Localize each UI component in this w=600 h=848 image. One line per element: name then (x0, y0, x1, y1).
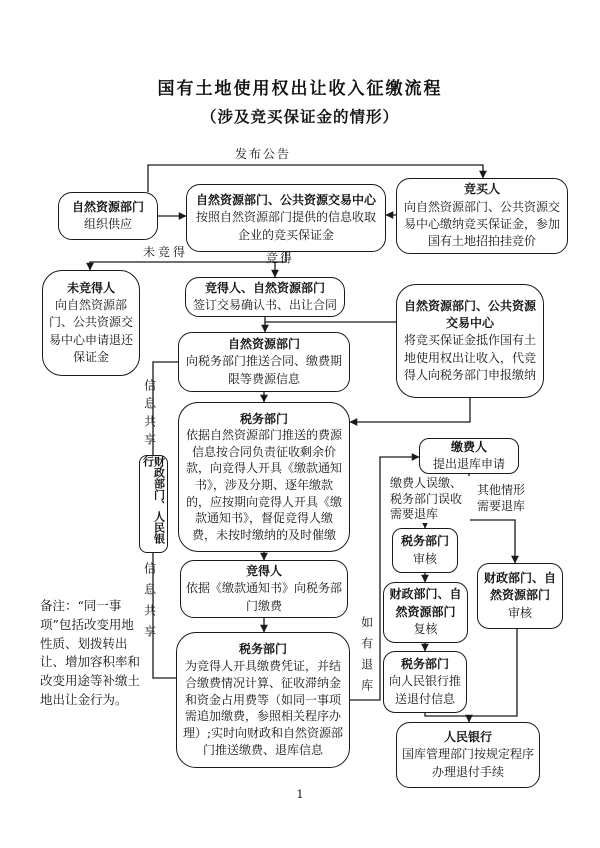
box-title: 财政部门、自然资源部门 (483, 570, 556, 603)
edge-label-info-share-bottom: 信息共享 (142, 562, 157, 646)
box-title: 税务部门 (238, 642, 287, 657)
flow-box-tax-review (392, 528, 458, 573)
note-text: 备注：“同一事项”包括改变用地性质、划拨转出让、增加容积率和改变用途等补缴土地出让金行为。 (40, 598, 141, 707)
edge-label-info-share-top: 信息共享 (142, 379, 157, 451)
edge-label-if-refund: 如有退库 (359, 616, 374, 700)
box-body: 向自然资源部门、公共资源交易中心申请退还保证金 (48, 297, 133, 365)
box-body: 按照自然资源部门提供的信息收取企业的竞买保证金 (195, 210, 376, 242)
flow-box-finance-pboc-side (139, 455, 168, 553)
flow-box-not-winner (42, 270, 140, 376)
edge-label-publish-notice: 发布公告 (234, 147, 291, 161)
box-body: 国库管理部门按规定程序办理退付手续 (402, 747, 535, 779)
page-subtitle: （涉及竞买保证金的情形） (200, 107, 399, 126)
box-title: 人民银行 (443, 729, 492, 744)
box-body: 向人民银行推送退付信息 (389, 674, 462, 706)
box-body: 签订交易确认书、出让合同 (192, 298, 337, 312)
box-title: 自然资源部门 (71, 199, 144, 214)
flow-box-finance-review (477, 563, 563, 629)
box-title: 自然资源部门 (227, 336, 300, 351)
flow-box-bidder (396, 178, 568, 254)
flow-box-pboc (396, 722, 540, 788)
box-body: 将竞买保证金抵作国有土地使用权出让收入，代竞得人向税务部门申报缴纳 (403, 333, 536, 383)
flow-box-tax-collect (178, 402, 350, 552)
box-title: 税务部门 (239, 411, 288, 426)
flow-box-winner-pay (180, 560, 348, 618)
flow-box-push-info (178, 332, 350, 392)
box-title: 财政部门、人民银行 (141, 456, 166, 544)
box-body: 组织供应 (83, 217, 132, 231)
box-body: 审核 (412, 551, 437, 566)
box-body: 提出退库申请 (432, 457, 505, 471)
box-body: 向自然资源部门、公共资源交易中心缴纳竞买保证金，参加国有土地招拍挂竞价 (403, 199, 560, 249)
box-title: 竞买人 (463, 182, 500, 197)
page-title: 国有土地使用权出让收入征缴流程 (157, 79, 443, 99)
edge-label-won: 竞得 (266, 251, 295, 265)
box-title: 缴费人 (450, 439, 487, 454)
box-body: 依据自然资源部门推送的费源信息按合同负责征收剩余价款，向竞得人开具《缴款通知书》，涉及分期、逐年缴款的，应按期向竞得人开具《缴款通知书》，督促竞得人缴费，未按时缴纳的及时催缴 (185, 428, 342, 542)
box-body: 为竞得人开具缴费凭证，并结合缴费情况计算、征收滞纳金和资金占用费等（如同一事项需追加缴费，参照相关程序办理）;实时向财政和自然资源部门推送缴费、退库信息 (182, 659, 344, 757)
flow-box-payer-refund (419, 438, 519, 474)
box-title: 自然资源部门、公共资源交易中心 (403, 298, 536, 330)
flow-box-finance-recheck (383, 582, 468, 643)
box-title: 竞得人 (245, 563, 282, 578)
flow-box-sign-contract (185, 277, 345, 317)
box-title: 财政部门、自然资源部门 (389, 587, 462, 619)
box-body: 向税务部门推送合同、缴费期限等费源信息 (185, 354, 342, 386)
box-body: 依据《缴款通知书》向税务部门缴费 (186, 581, 343, 613)
flow-box-collect-deposit (186, 184, 386, 252)
flow-box-organize-supply (58, 192, 158, 240)
edge-label-refund-reason-left: 缴费人误缴、税务部门误收需要退库 (390, 476, 470, 523)
box-title: 竞得人、自然资源部门 (204, 280, 325, 295)
flow-box-tax-push-refund (383, 651, 467, 713)
box-title: 自然资源部门、公共资源交易中心 (195, 192, 376, 207)
flow-box-tax-voucher (176, 632, 350, 768)
box-body: 审核 (507, 605, 532, 620)
box-title: 税务部门 (400, 656, 449, 671)
edge-label-not-won: 未竞得 (143, 245, 189, 259)
box-title: 税务部门 (400, 534, 449, 549)
box-body: 复核 (413, 622, 438, 637)
flow-box-offset-deposit (396, 284, 544, 398)
page-number: 1 (296, 788, 304, 801)
box-title: 未竞得人 (66, 280, 115, 295)
edge-label-refund-reason-right: 其他情形需要退库 (477, 483, 526, 513)
